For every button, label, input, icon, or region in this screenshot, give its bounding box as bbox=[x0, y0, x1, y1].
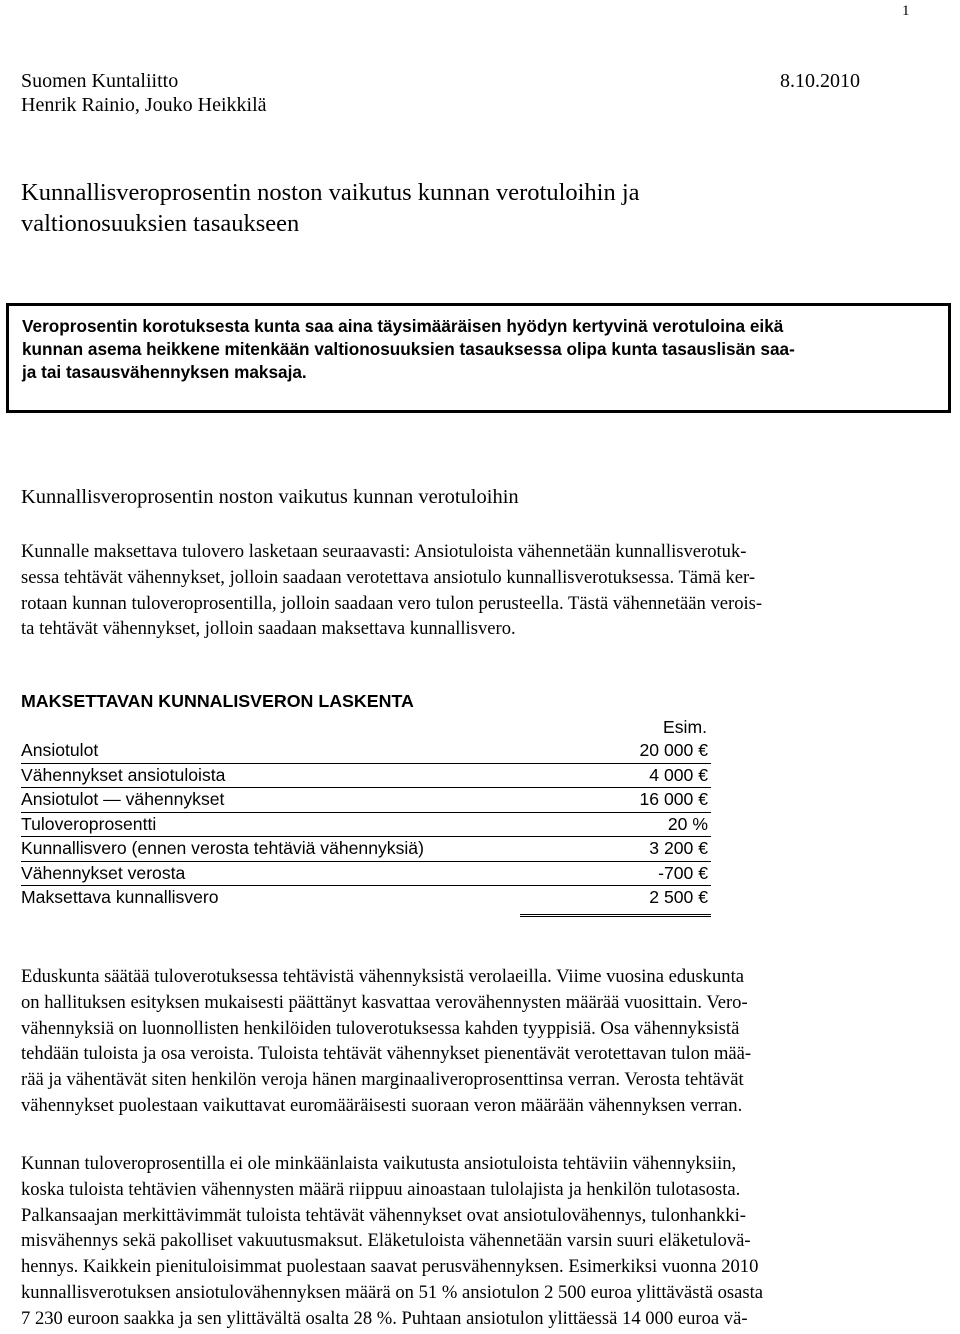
row-divider bbox=[21, 885, 711, 886]
document-title bbox=[21, 177, 921, 239]
paragraph-tax-rate-effect bbox=[21, 1151, 763, 1332]
text-line: on hallituksen esityksen mukaisesti päättänyt kasvattaa verovähennysten määrää vuosittain. Vero- bbox=[21, 991, 748, 1013]
row-value: -700 € bbox=[658, 862, 708, 883]
paragraph-tax-calculation bbox=[21, 539, 762, 642]
organization-name: Suomen Kuntaliitto bbox=[21, 70, 179, 92]
row-value: 20 000 € bbox=[639, 740, 708, 760]
row-label: Vähennykset verosta bbox=[21, 862, 186, 883]
text-line: rää ja vähentävät siten henkilön veroja hänen marginaaliveroprosenttinsa verran. Verosta tehtävät bbox=[21, 1069, 744, 1091]
text-line: ta tehtävät vähennykset, jolloin saadaan maksettava kunnallisvero. bbox=[21, 618, 516, 640]
text-line: hennys. Kaikkein pienituloisimmat puolestaan saavat perusvähennyksen. Esimerkiksi vuonna 2010 bbox=[21, 1256, 759, 1278]
paragraph-deductions bbox=[21, 964, 751, 1119]
calculation-table bbox=[21, 740, 711, 912]
table-row bbox=[21, 765, 711, 790]
text-line: 7 230 euroon saakka ja sen ylittävältä osalta 28 %. Puhtaan ansiotulon ylittäessä 14 000 euroa vä- bbox=[21, 1307, 748, 1329]
table-row bbox=[21, 838, 711, 863]
text-line: vähennykset puolestaan vaikuttavat euromääräisesti suoraan veron määrään vähennyksen verran. bbox=[21, 1094, 743, 1116]
row-label: Ansiotulot — vähennykset bbox=[21, 789, 225, 809]
text-line: tehdään tuloista ja osa veroista. Tuloista tehtävät vähennykset pienentävät verotettavan tulon mää- bbox=[21, 1043, 752, 1065]
text-line: Kunnan tuloveroprosentilla ei ole minkäänlaista vaikutusta ansiotuloista tehtäviin vähennyksiin, bbox=[21, 1153, 737, 1174]
table-row bbox=[21, 814, 711, 839]
row-divider bbox=[21, 812, 711, 813]
summary-line: Veroprosentin korotuksesta kunta saa aina täysimääräisen hyödyn kertyvinä verotuloina eikä bbox=[22, 316, 784, 336]
text-line: Kunnalle maksettava tulovero lasketaan seuraavasti: Ansiotuloista vähennetään kunnallisverotuk- bbox=[21, 541, 747, 562]
text-line: kunnallisverotuksen ansiotulovähennyksen määrä on 51 % ansiotulon 2 500 euroa ylittävästä osasta bbox=[21, 1281, 764, 1303]
text-line: Eduskunta säätää tuloverotuksessa tehtävistä vähennyksistä verolaeilla. Viime vuosina eduskunta bbox=[21, 966, 744, 987]
row-label: Vähennykset ansiotuloista bbox=[21, 764, 226, 785]
table-row bbox=[21, 863, 711, 888]
calculation-title: MAKSETTAVAN KUNNALISVERON LASKENTA bbox=[21, 691, 414, 711]
row-divider bbox=[21, 787, 711, 788]
row-label: Maksettava kunnallisvero bbox=[21, 887, 219, 907]
calculation-column-header: Esim. bbox=[663, 717, 707, 737]
row-value: 3 200 € bbox=[649, 838, 708, 858]
row-value: 16 000 € bbox=[639, 789, 708, 809]
row-label: Ansiotulot bbox=[21, 740, 99, 760]
authors: Henrik Rainio, Jouko Heikkilä bbox=[21, 94, 267, 116]
text-line: rotaan kunnan tuloveroprosentilla, jolloin saadaan vero tulon perusteella. Tästä vähennetään verois- bbox=[21, 592, 763, 614]
text-line: sessa tehtävät vähennykset, jolloin saadaan verotettava ansiotulo kunnallisverotuksessa. Tämä ker- bbox=[21, 566, 756, 588]
row-value: 2 500 € bbox=[649, 887, 708, 907]
summary-line: ja tai tasausvähennyksen maksaja. bbox=[22, 362, 307, 382]
document-date: 8.10.2010 bbox=[780, 70, 860, 92]
row-label: Tuloveroprosentti bbox=[21, 813, 157, 834]
total-double-underline bbox=[520, 910, 711, 917]
row-divider bbox=[21, 836, 711, 837]
section-heading: Kunnallisveroprosentin noston vaikutus kunnan verotuloihin bbox=[21, 486, 519, 508]
text-line: vähennyksiä on luonnollisten henkilöiden tuloverotuksessa kahden tyyppisiä. Osa vähennyksistä bbox=[21, 1017, 740, 1039]
row-label: Kunnallisvero (ennen verosta tehtäviä vähennyksiä) bbox=[21, 838, 424, 858]
title-line: valtionosuuksien tasaukseen bbox=[21, 210, 300, 237]
table-row-total bbox=[21, 887, 711, 912]
row-divider bbox=[21, 763, 711, 764]
row-value: 20 % bbox=[667, 813, 708, 834]
title-line: Kunnallisveroprosentin noston vaikutus kunnan verotuloihin ja bbox=[21, 179, 640, 206]
table-row bbox=[21, 789, 711, 814]
summary-box bbox=[6, 303, 951, 413]
row-divider bbox=[21, 861, 711, 862]
text-line: koska tuloista tehtävien vähennysten määrä riippuu ainoastaan tulolajista ja henkilön tulotasosta. bbox=[21, 1178, 741, 1200]
table-row bbox=[21, 740, 711, 765]
text-line: Palkansaajan merkittävimmät tuloista tehtävät vähennykset ovat ansiotulovähennys, tulonhankki- bbox=[21, 1204, 746, 1226]
summary-line: kunnan asema heikkene mitenkään valtionosuuksien tasauksessa olipa kunta tasauslisän saa- bbox=[22, 339, 795, 359]
page-number: 1 bbox=[902, 3, 910, 19]
row-value: 4 000 € bbox=[649, 764, 708, 785]
text-line: misvähennys sekä pakolliset vakuutusmaksut. Eläketuloista vähennetään varsin suuri eläketulovä- bbox=[21, 1230, 751, 1252]
